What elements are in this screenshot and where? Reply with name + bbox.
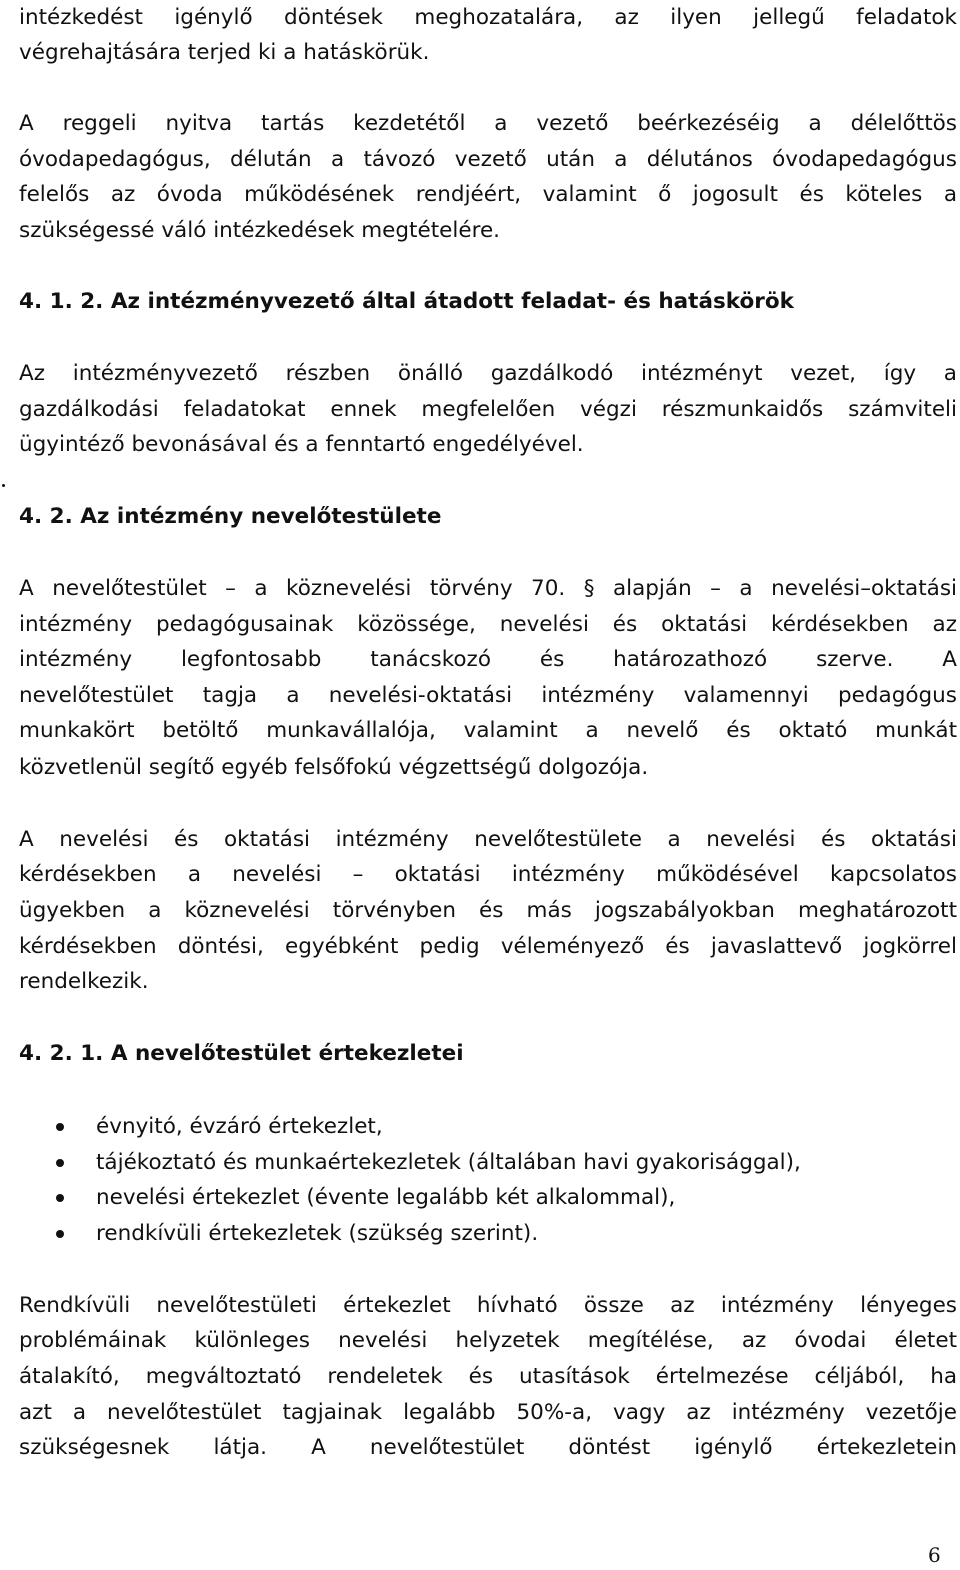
- text-line: A nevelőtestület – a köznevelési törvény 70. § alapján – a nevelési–oktatási: [19, 576, 957, 601]
- bullet-icon: [56, 1230, 64, 1238]
- list-item-text: évnyitó, évzáró értekezlet,: [96, 1114, 383, 1139]
- text-line: azt a nevelőtestület tagjainak legalább 50%-a, vagy az intézmény vezetője: [19, 1400, 957, 1425]
- list-item-text: tájékoztató és munkaértekezletek (általában havi gyakorisággal),: [96, 1150, 801, 1175]
- text-line: végrehajtására terjed ki a hatáskörük.: [19, 40, 430, 65]
- text-line: problémáinak különleges nevelési helyzetek megítélése, az óvodai életet: [19, 1328, 957, 1353]
- list-item: [19, 1180, 957, 1216]
- text-line: Rendkívüli nevelőtestületi értekezlet hívható össze az intézmény lényeges: [19, 1293, 957, 1318]
- section-heading-4-2: [19, 499, 957, 535]
- text-line: közvetlenül segítő egyéb felsőfokú végzettségű dolgozója.: [19, 755, 649, 780]
- heading-number: 4. 2. 1.: [19, 1041, 104, 1066]
- list-item-text: rendkívüli értekezletek (szükség szerint).: [96, 1221, 539, 1246]
- text-line: szükségessé váló intézkedések megtételére.: [19, 218, 500, 243]
- page-number: 6: [928, 1543, 941, 1567]
- text-line: óvodapedagógus, délután a távozó vezető után a délutános óvodapedagógus: [19, 147, 957, 172]
- text-line: kérdésekben döntési, egyébként pedig véleményező és javaslattevő jogkörrel: [19, 934, 957, 959]
- text-line: felelős az óvoda működésének rendjéért, valamint ő jogosult és köteles a: [19, 182, 957, 207]
- text-line: szükségesnek látja. A nevelőtestület döntést igénylő értekezletein: [19, 1435, 957, 1460]
- margin-dot: [2, 484, 5, 487]
- list-item-text: nevelési értekezlet (évente legalább két alkalommal),: [96, 1185, 676, 1210]
- text-line: ügyekben a köznevelési törvényben és más jogszabályokban meghatározott: [19, 898, 957, 923]
- text-line: A nevelési és oktatási intézmény nevelőtestülete a nevelési és oktatási: [19, 827, 957, 852]
- heading-number: 4. 1. 2.: [19, 289, 104, 314]
- text-line: rendelkezik.: [19, 969, 149, 994]
- text-line: intézkedést igénylő döntések meghozatalára, az ilyen jellegű feladatok: [19, 5, 957, 30]
- section-heading-4-2-1: [19, 1036, 957, 1072]
- heading-title: Az intézmény nevelőtestülete: [80, 504, 442, 529]
- bullet-icon: [56, 1159, 64, 1167]
- heading-number: 4. 2.: [19, 504, 73, 529]
- bullet-icon: [56, 1194, 64, 1202]
- bullet-icon: [56, 1123, 64, 1131]
- list-item: [19, 1109, 957, 1145]
- text-line: gazdálkodási feladatokat ennek megfelelően végzi részmunkaidős számviteli: [19, 397, 957, 422]
- list-item: [19, 1216, 957, 1252]
- text-line: A reggeli nyitva tartás kezdetétől a vezető beérkezéséig a délelőttös: [19, 111, 957, 136]
- text-line: munkakört betöltő munkavállalója, valamint a nevelő és oktató munkát: [19, 718, 957, 743]
- text-line: nevelőtestület tagja a nevelési-oktatási intézmény valamennyi pedagógus: [19, 683, 957, 708]
- text-line: intézmény pedagógusainak közössége, nevelési és oktatási kérdésekben az: [19, 612, 957, 637]
- text-line: ügyintéző bevonásával és a fenntartó engedélyével.: [19, 432, 584, 457]
- heading-title: A nevelőtestület értekezletei: [110, 1041, 464, 1066]
- text-line: Az intézményvezető részben önálló gazdálkodó intézményt vezet, így a: [19, 361, 957, 386]
- list-item: [19, 1145, 957, 1181]
- section-heading-4-1-2: [19, 284, 957, 320]
- text-line: átalakító, megváltoztató rendeletek és utasítások értelmezése céljából, ha: [19, 1364, 957, 1389]
- text-line: kérdésekben a nevelési – oktatási intézmény működésével kapcsolatos: [19, 862, 957, 887]
- text-line: intézmény legfontosabb tanácskozó és határozathozó szerve. A: [19, 647, 957, 672]
- heading-title: Az intézményvezető által átadott feladat- és hatáskörök: [110, 289, 794, 314]
